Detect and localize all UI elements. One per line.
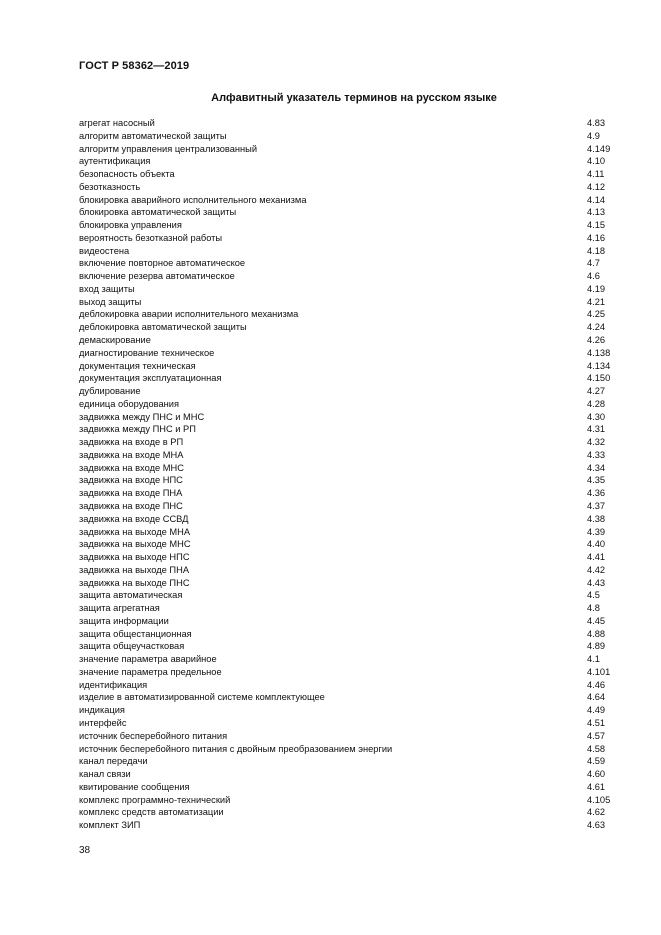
index-entry-reference: 4.61 xyxy=(587,781,606,792)
index-entry-term: значение параметра предельное xyxy=(79,666,222,677)
page-number: 38 xyxy=(79,845,91,856)
index-entry-reference: 4.36 xyxy=(587,488,606,499)
index-entry-term: включение повторное автоматическое xyxy=(79,258,246,269)
index-entry xyxy=(79,564,629,577)
index-entry xyxy=(79,308,629,321)
index-entry-term: источник бесперебойного питания xyxy=(79,730,228,741)
index-entry xyxy=(79,526,629,539)
index-entry-reference: 4.59 xyxy=(587,756,606,767)
index-entry-term: безотказность xyxy=(79,181,141,192)
index-entry-term: дублирование xyxy=(79,386,141,397)
index-entry xyxy=(79,615,629,628)
index-entry-term: квитирование сообщения xyxy=(79,781,190,792)
index-entry xyxy=(79,423,629,436)
index-entry-reference: 4.83 xyxy=(587,118,606,128)
index-entry xyxy=(79,806,629,819)
index-entry-reference: 4.10 xyxy=(587,156,606,167)
index-entry-reference: 4.8 xyxy=(587,603,600,614)
index-entry-term: защита общеучастковая xyxy=(79,641,185,652)
index-entry-term: документация эксплуатационная xyxy=(79,373,222,384)
index-entry xyxy=(79,143,629,156)
index-entry-reference: 4.12 xyxy=(587,181,606,192)
index-entry xyxy=(79,819,629,832)
index-entry-term: единица оборудования xyxy=(79,398,180,409)
index-entry-reference: 4.19 xyxy=(587,283,606,294)
index-entry-term: задвижка между ПНС и МНС xyxy=(79,411,205,422)
index-entry xyxy=(79,385,629,398)
index-entry-term: выход защиты xyxy=(79,296,142,307)
index-entry-term: блокировка аварийного исполнительного механизма xyxy=(79,194,307,205)
index-entry-term: задвижка на выходе ПНС xyxy=(79,577,190,588)
index-entry xyxy=(79,232,629,245)
index-entry-reference: 4.49 xyxy=(587,705,606,716)
index-entry-term: индикация xyxy=(79,705,125,716)
index-entry-term: задвижка на выходе МНА xyxy=(79,526,191,537)
index-entry xyxy=(79,755,629,768)
index-entry-term: задвижка на входе в РП xyxy=(79,437,184,448)
index-entry-term: задвижка на выходе НПС xyxy=(79,552,190,563)
index-entry-term: комплекс программно-технический xyxy=(79,794,231,805)
index-entry-reference: 4.33 xyxy=(587,449,606,460)
index-entry-reference: 4.15 xyxy=(587,220,606,231)
index-entry xyxy=(79,181,629,194)
index-entry xyxy=(79,206,629,219)
index-entry-reference: 4.16 xyxy=(587,232,606,243)
index-entry-reference: 4.41 xyxy=(587,552,606,563)
index-entry-reference: 4.7 xyxy=(587,258,600,269)
index-entry xyxy=(79,513,629,526)
index-entry-reference: 4.14 xyxy=(587,194,606,205)
index-entry-term: защита агрегатная xyxy=(79,603,160,614)
index-entry-reference: 4.24 xyxy=(587,322,606,333)
index-entry xyxy=(79,474,629,487)
index-entry-term: интерфейс xyxy=(79,717,127,728)
index-entry xyxy=(79,436,629,449)
index-entry-term: идентификация xyxy=(79,679,148,690)
index-entry xyxy=(79,283,629,296)
index-entry-reference: 4.35 xyxy=(587,475,606,486)
index-entry xyxy=(79,730,629,743)
index-entry-reference: 4.101 xyxy=(587,666,611,677)
index-entry-reference: 4.58 xyxy=(587,743,606,754)
index-entry xyxy=(79,245,629,258)
index-entry xyxy=(79,691,629,704)
index-entry-reference: 4.43 xyxy=(587,577,606,588)
index-entry xyxy=(79,794,629,807)
index-entry xyxy=(79,168,629,181)
index-entry xyxy=(79,360,629,373)
index-entry-term: деблокировка автоматической защиты xyxy=(79,322,247,333)
index-entry-reference: 4.13 xyxy=(587,207,606,218)
index-entry xyxy=(79,449,629,462)
index-entry-term: блокировка автоматической защиты xyxy=(79,207,237,218)
document-standard-header: ГОСТ Р 58362—2019 xyxy=(79,60,190,72)
index-entry-reference: 4.89 xyxy=(587,641,606,652)
index-entry-term: защита информации xyxy=(79,615,169,626)
index-entry-reference: 4.88 xyxy=(587,628,606,639)
index-entry-reference: 4.134 xyxy=(587,360,611,371)
index-entry-term: задвижка на входе ПНС xyxy=(79,500,183,511)
index-entry xyxy=(79,296,629,309)
index-entry-reference: 4.105 xyxy=(587,794,611,805)
index-entry-term: канал передачи xyxy=(79,756,148,767)
index-entry xyxy=(79,577,629,590)
index-entry-reference: 4.37 xyxy=(587,500,606,511)
index-entry-term: диагностирование техническое xyxy=(79,347,215,358)
index-entry-reference: 4.38 xyxy=(587,513,606,524)
index-entry xyxy=(79,704,629,717)
index-entry xyxy=(79,653,629,666)
index-entry-reference: 4.149 xyxy=(587,143,611,154)
index-entry-term: задвижка на входе ССВД xyxy=(79,513,189,524)
index-entry-reference: 4.31 xyxy=(587,424,606,435)
index-entry xyxy=(79,194,629,207)
index-entry-term: демаскирование xyxy=(79,335,151,346)
index-entry-reference: 4.64 xyxy=(587,692,606,703)
index-entry-term: канал связи xyxy=(79,769,131,780)
index-entry-term: агрегат насосный xyxy=(79,118,155,128)
index-entry-term: задвижка на входе НПС xyxy=(79,475,183,486)
index-entry-reference: 4.46 xyxy=(587,679,606,690)
index-entry xyxy=(79,717,629,730)
index-entry xyxy=(79,130,629,143)
index-entry xyxy=(79,257,629,270)
index-entry xyxy=(79,398,629,411)
index-entry xyxy=(79,347,629,360)
index-entry-reference: 4.39 xyxy=(587,526,606,537)
index-entry-reference: 4.62 xyxy=(587,807,606,818)
index-entry-reference: 4.34 xyxy=(587,462,606,473)
index-entry xyxy=(79,462,629,475)
index-entry xyxy=(79,538,629,551)
term-index-list xyxy=(79,117,629,832)
index-title: Алфавитный указатель терминов на русском языке xyxy=(211,92,497,104)
index-entry xyxy=(79,602,629,615)
index-entry xyxy=(79,487,629,500)
index-entry-reference: 4.57 xyxy=(587,730,606,741)
index-entry-term: значение параметра аварийное xyxy=(79,654,217,665)
index-entry-reference: 4.40 xyxy=(587,539,606,550)
index-entry-term: задвижка на входе МНС xyxy=(79,462,184,473)
index-entry-term: аутентификация xyxy=(79,156,151,167)
index-entry-reference: 4.42 xyxy=(587,564,606,575)
index-entry xyxy=(79,628,629,641)
index-entry-term: безопасность объекта xyxy=(79,169,175,180)
index-entry-reference: 4.6 xyxy=(587,271,600,282)
index-entry-term: задвижка на входе ПНА xyxy=(79,488,183,499)
index-entry-reference: 4.9 xyxy=(587,130,600,141)
index-entry xyxy=(79,551,629,564)
index-entry xyxy=(79,411,629,424)
index-entry-term: видеостена xyxy=(79,245,130,256)
index-entry xyxy=(79,219,629,232)
index-entry-term: алгоритм управления централизованный xyxy=(79,143,258,154)
index-entry-reference: 4.21 xyxy=(587,296,606,307)
index-entry-term: изделие в автоматизированной системе комплектующее xyxy=(79,692,325,703)
index-entry-term: задвижка на входе МНА xyxy=(79,449,184,460)
index-entry xyxy=(79,666,629,679)
index-entry-reference: 4.63 xyxy=(587,820,606,831)
index-entry-term: комплекс средств автоматизации xyxy=(79,807,224,818)
index-entry xyxy=(79,500,629,513)
index-entry xyxy=(79,640,629,653)
index-entry xyxy=(79,781,629,794)
index-entry xyxy=(79,321,629,334)
index-entry-term: задвижка на выходе ПНА xyxy=(79,564,190,575)
index-entry xyxy=(79,270,629,283)
index-entry-reference: 4.18 xyxy=(587,245,606,256)
index-entry-reference: 4.138 xyxy=(587,347,611,358)
index-entry-reference: 4.5 xyxy=(587,590,600,601)
index-entry-term: включение резерва автоматическое xyxy=(79,271,235,282)
index-entry xyxy=(79,589,629,602)
index-entry-reference: 4.27 xyxy=(587,386,606,397)
index-entry-term: защита автоматическая xyxy=(79,590,183,601)
index-entry-reference: 4.26 xyxy=(587,335,606,346)
index-entry-reference: 4.60 xyxy=(587,769,606,780)
index-entry xyxy=(79,743,629,756)
index-entry-reference: 4.1 xyxy=(587,654,600,665)
index-entry-term: алгоритм автоматической защиты xyxy=(79,130,227,141)
index-entry-term: вероятность безотказной работы xyxy=(79,232,223,243)
index-entry xyxy=(79,155,629,168)
index-entry-reference: 4.32 xyxy=(587,437,606,448)
index-entry-reference: 4.25 xyxy=(587,309,606,320)
index-entry-term: защита общестанционная xyxy=(79,628,192,639)
index-entry-reference: 4.11 xyxy=(587,169,605,180)
index-entry-reference: 4.150 xyxy=(587,373,611,384)
index-entry-term: деблокировка аварии исполнительного механизма xyxy=(79,309,299,320)
index-entry xyxy=(79,334,629,347)
index-entry xyxy=(79,679,629,692)
index-entry xyxy=(79,768,629,781)
index-entry-term: вход защиты xyxy=(79,283,135,294)
index-entry-term: задвижка между ПНС и РП xyxy=(79,424,196,435)
index-entry xyxy=(79,117,629,130)
index-entry-term: комплект ЗИП xyxy=(79,820,141,831)
index-entry-reference: 4.30 xyxy=(587,411,606,422)
index-entry-reference: 4.51 xyxy=(587,717,606,728)
index-entry-reference: 4.45 xyxy=(587,615,606,626)
index-entry-term: блокировка управления xyxy=(79,220,182,231)
index-entry-term: источник бесперебойного питания с двойным преобразованием энергии xyxy=(79,743,393,754)
index-entry-term: документация техническая xyxy=(79,360,196,371)
index-entry xyxy=(79,372,629,385)
index-entry-reference: 4.28 xyxy=(587,398,606,409)
index-entry-term: задвижка на выходе МНС xyxy=(79,539,191,550)
